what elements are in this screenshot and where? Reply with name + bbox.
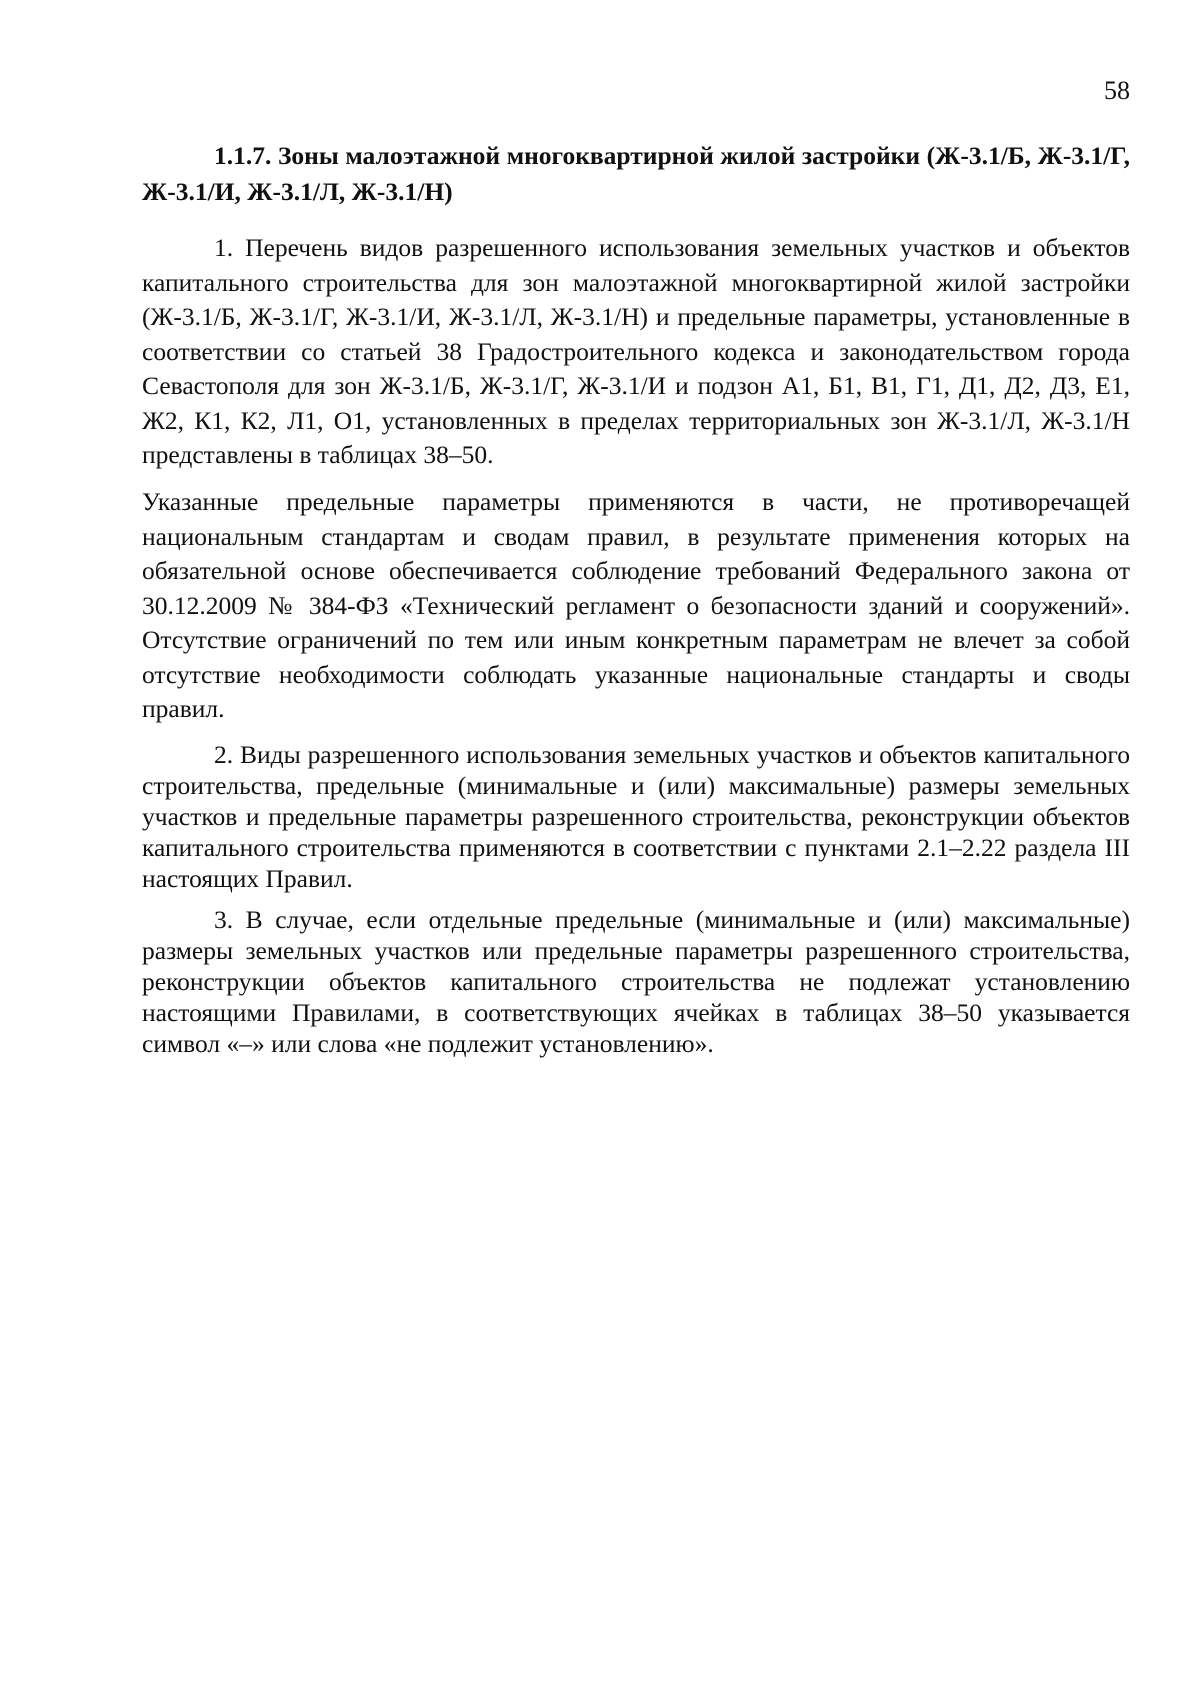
page-number: 58: [1104, 76, 1130, 105]
paragraph-1-continued-text: Указанные предельные параметры применяются в части, не противоречащей национальным стандартам и сводам правил, в результате применения которых на обязательной основе обеспечивается соблюдение требований Федерального закона от 30.12.2009 № 384-ФЗ «Технический регламент о безопасности зданий и сооружений». Отсутствие ограничений по тем или иным конкретным параметрам не влечет за собой отсутствие необходимости соблюдать указанные национальные стандарты и своды правил.: [142, 487, 1130, 723]
paragraph-1: [142, 231, 1130, 473]
paragraph-1-text: 1. Перечень видов разрешенного использования земельных участков и объектов капитального строительства для зон малоэтажной многоквартирной жилой застройки (Ж-3.1/Б, Ж-3.1/Г, Ж-3.1/И, Ж-3.1/Л, Ж-3.1/Н) и предельные параметры, установленные в соответствии со статьей 38 Градостроительного кодекса и законодательством города Севастополя для зон Ж-3.1/Б, Ж-3.1/Г, Ж-3.1/И и подзон А1, Б1, В1, Г1, Д1, Д2, Д3, Е1, Ж2, К1, К2, Л1, О1, установленных в пределах территориальных зон Ж-3.1/Л, Ж-3.1/Н представлены в таблицах 38–50.: [142, 233, 1130, 469]
paragraph-3: [142, 904, 1130, 1059]
paragraph-3-text: 3. В случае, если отдельные предельные (минимальные и (или) максимальные) размеры земельных участков или предельные параметры разрешенного строительства, реконструкции объектов капитального строительства не подлежат установлению настоящими Правилами, в соответствующих ячейках в таблицах 38–50 указывается символ «–» или слова «не подлежит установлению».: [142, 905, 1130, 1058]
paragraph-2: [142, 739, 1130, 894]
section-heading-text: 1.1.7. Зоны малоэтажной многоквартирной жилой застройки (Ж-3.1/Б, Ж-3.1/Г, Ж-3.1/И, Ж-3.1/Л, Ж-3.1/Н): [142, 141, 1130, 206]
section-heading: [142, 138, 1130, 210]
paragraph-2-text: 2. Виды разрешенного использования земельных участков и объектов капитального строительства, предельные (минимальные и (или) максимальные) размеры земельных участков и предельные параметры разрешенного строительства, реконструкции объектов капитального строительства применяются в соответствии с пунктами 2.1–2.22 раздела III настоящих Правил.: [142, 740, 1130, 893]
paragraph-1-continued: [142, 485, 1130, 727]
